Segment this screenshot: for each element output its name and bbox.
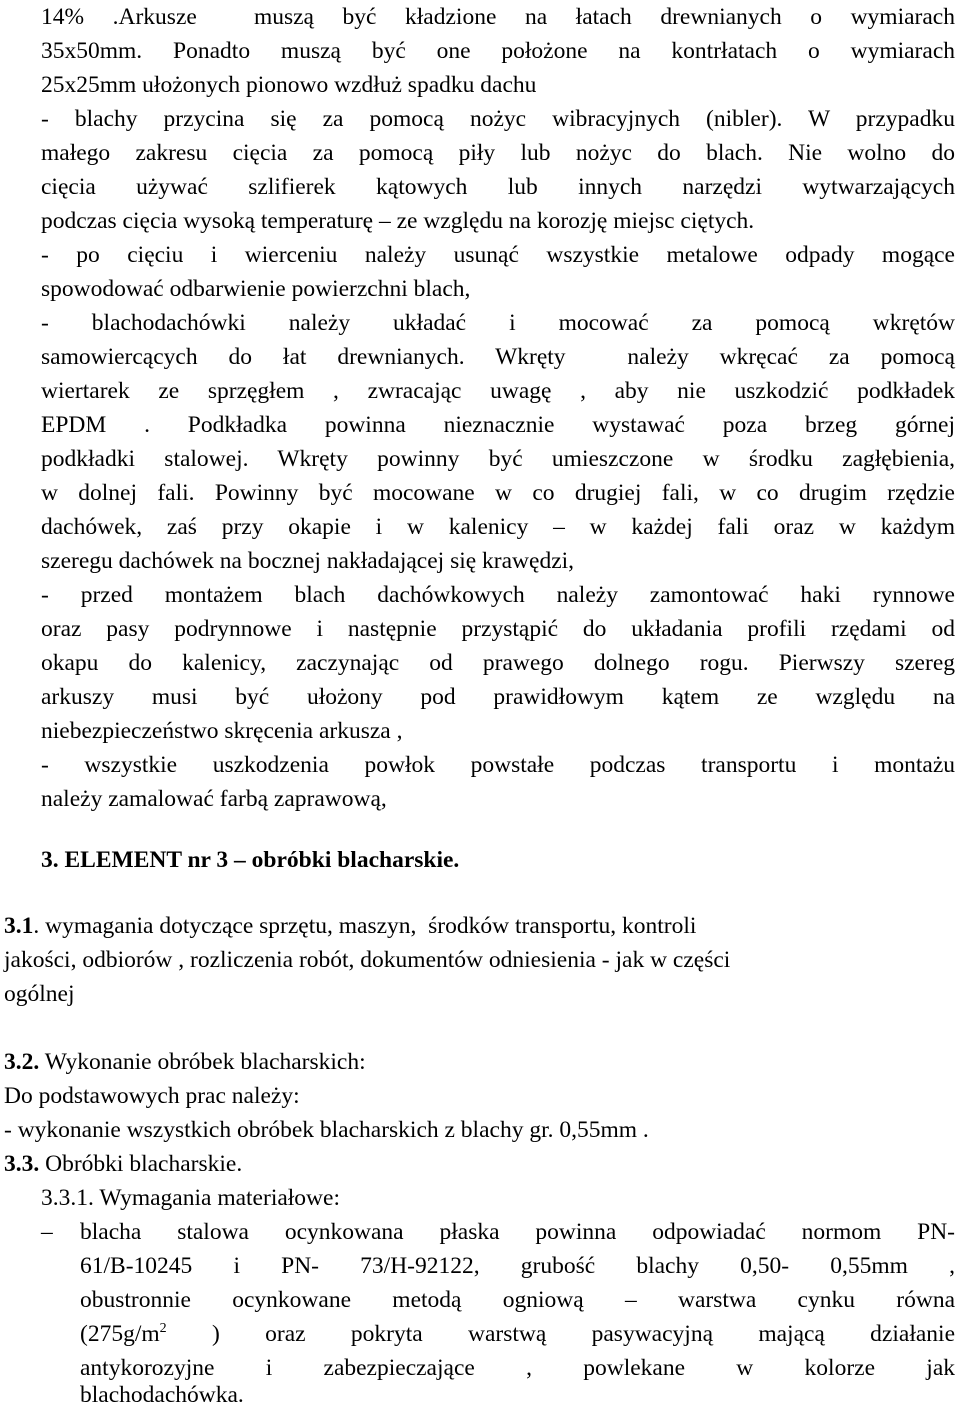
text-line: niebezpieczeństwo skręcenia arkusza , bbox=[41, 718, 403, 744]
list-text-line: antykorozyjne i zabezpieczające , powlekane w kolorze jak bbox=[80, 1355, 955, 1381]
list-text-line: obustronnie ocynkowane metodą ogniową – warstwa cynku równa bbox=[80, 1287, 955, 1313]
section-number: 3.1 bbox=[4, 913, 34, 939]
text-line: szeregu dachówek na bocznej nakładającej się krawędzi, bbox=[41, 548, 575, 574]
text-line: EPDM . Podkładka powinna nieznacznie wystawać poza brzeg górnej bbox=[41, 412, 955, 438]
text-line: - blachy przycina się za pomocą nożyc wibracyjnych (nibler). W przypadku bbox=[41, 106, 955, 132]
list-text: ) oraz pokryta warstwą pasywacyjną mającą działanie bbox=[166, 1321, 955, 1347]
text-line: w dolnej fali. Powinny być mocowane w co drugiej fali, w co drugim rzędzie bbox=[41, 480, 955, 506]
text-line: - wykonanie wszystkich obróbek blacharskich z blachy gr. 0,55mm . bbox=[4, 1117, 649, 1143]
text-line: - po cięciu i wierceniu należy usunąć wszystkie metalowe odpady mogące bbox=[41, 242, 955, 268]
text-line: należy zamalować farbą zaprawową, bbox=[41, 786, 387, 812]
section-text: . wymagania dotyczące sprzętu, maszyn, środków transportu, kontroli bbox=[33, 913, 697, 939]
text-line: oraz pasy podrynnowe i następnie przystąpić do układania profili rzędami od bbox=[41, 616, 955, 642]
list-text-line: blacha stalowa ocynkowana płaska powinna odpowiadać normom PN- bbox=[80, 1219, 955, 1245]
text-line: 35x50mm. Ponadto muszą być one położone na kontrłatach o wymiarach bbox=[41, 38, 955, 64]
text-line: dachówek, zaś przy okapie i w kalenicy – w każdej fali oraz w każdym bbox=[41, 514, 955, 540]
list-dash: – bbox=[41, 1219, 53, 1245]
text-line: arkuszy musi być ułożony pod prawidłowym kątem ze względu na bbox=[41, 684, 955, 710]
text-line: samowiercących do łat drewnianych. Wkręty należy wkręcać za pomocą bbox=[41, 344, 955, 370]
section-title: Wykonanie obróbek blacharskich: bbox=[39, 1049, 366, 1075]
section-heading: 3. ELEMENT nr 3 – obróbki blacharskie. bbox=[41, 847, 460, 873]
text-line: jakości, odbiorów , rozliczenia robót, dokumentów odniesienia - jak w części bbox=[4, 947, 731, 973]
superscript: 2 bbox=[159, 1321, 167, 1336]
text-line: - blachodachówki należy układać i mocować za pomocą wkrętów bbox=[41, 310, 955, 336]
text-line: spowodować odbarwienie powierzchni blach, bbox=[41, 276, 471, 302]
text-line: okapu do kalenicy, zaczynając od prawego dolnego rogu. Pierwszy szereg bbox=[41, 650, 955, 676]
list-text-line bbox=[80, 1317, 955, 1351]
text-line: ogólnej bbox=[4, 981, 75, 1007]
text-line: małego zakresu cięcia za pomocą piły lub nożyc do blach. Nie wolno do bbox=[41, 140, 955, 166]
text-line: 25x25mm ułożonych pionowo wzdłuż spadku dachu bbox=[41, 72, 537, 98]
text-line: - przed montażem blach dachówkowych należy zamontować haki rynnowe bbox=[41, 582, 955, 608]
text-line: 14% .Arkusze muszą być kładzione na łatach drewnianych o wymiarach bbox=[41, 4, 955, 30]
list-text-line: 61/B-10245 i PN- 73/H-92122, grubość blachy 0,50- 0,55mm , bbox=[80, 1253, 955, 1279]
section-title: Obróbki blacharskie. bbox=[39, 1151, 243, 1177]
list-text-line: blachodachówka. bbox=[80, 1382, 244, 1408]
section-number: 3.2. bbox=[4, 1049, 40, 1075]
text-line: - wszystkie uszkodzenia powłok powstałe podczas transportu i montażu bbox=[41, 752, 955, 778]
text-line: wiertarek ze sprzęgłem , zwracając uwagę , aby nie uszkodzić podkładek bbox=[41, 378, 955, 404]
text-line: Do podstawowych prac należy: bbox=[4, 1083, 300, 1109]
subsection-heading: 3.3.1. Wymagania materiałowe: bbox=[41, 1185, 340, 1211]
unit-text: (275g/m bbox=[80, 1321, 160, 1347]
section-number: 3.3. bbox=[4, 1151, 40, 1177]
text-line: cięcia używać szlifierek kątowych lub innych narzędzi wytwarzających bbox=[41, 174, 955, 200]
section-3-3-heading bbox=[4, 1147, 242, 1181]
section-3-1-line bbox=[4, 909, 696, 943]
section-3-2-heading bbox=[4, 1045, 366, 1079]
text-line: podkładki stalowej. Wkręty powinny być umieszczone w środku zagłębienia, bbox=[41, 446, 955, 472]
text-line: podczas cięcia wysoką temperaturę – ze względu na korozję miejsc ciętych. bbox=[41, 208, 755, 234]
